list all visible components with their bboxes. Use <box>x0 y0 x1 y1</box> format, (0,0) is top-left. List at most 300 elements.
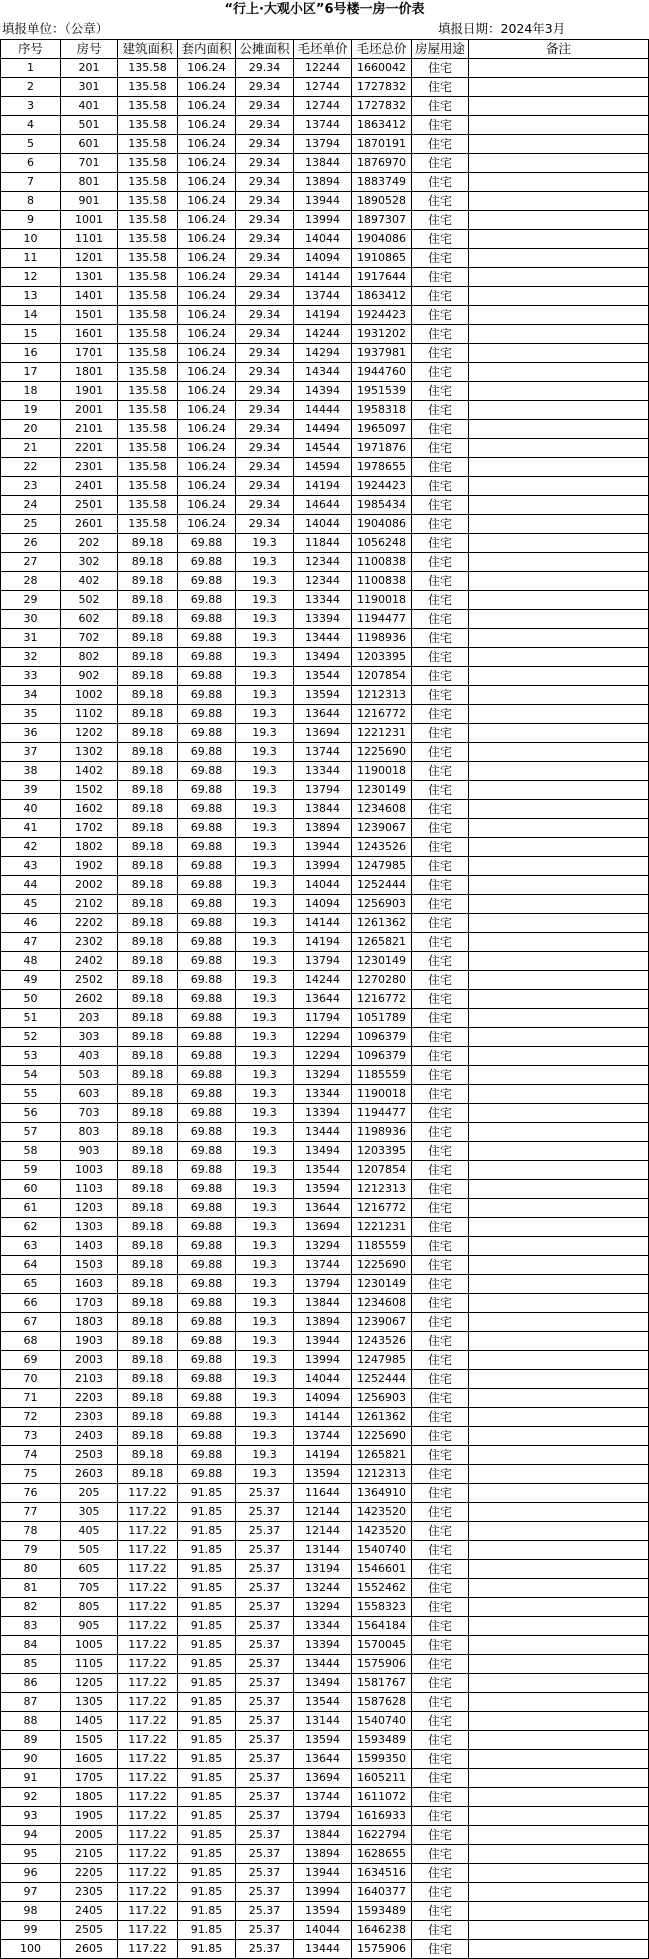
cell-seq: 53 <box>1 1047 61 1066</box>
cell-room: 201 <box>61 59 118 78</box>
cell-remarks <box>469 420 649 439</box>
cell-shared-area: 19.3 <box>236 1370 294 1389</box>
cell-unit-price: 13144 <box>294 1712 352 1731</box>
cell-remarks <box>469 154 649 173</box>
table-row <box>1 1218 649 1237</box>
cell-shared-area: 29.34 <box>236 439 294 458</box>
cell-building-area: 89.18 <box>118 705 178 724</box>
table-row <box>1 762 649 781</box>
table-row <box>1 1085 649 1104</box>
cell-room: 1403 <box>61 1237 118 1256</box>
cell-inner-area: 69.88 <box>178 705 236 724</box>
cell-building-area: 135.58 <box>118 230 178 249</box>
cell-seq: 20 <box>1 420 61 439</box>
table-row <box>1 553 649 572</box>
cell-total-price: 1605211 <box>352 1769 412 1788</box>
table-row <box>1 1180 649 1199</box>
cell-inner-area: 106.24 <box>178 249 236 268</box>
cell-usage: 住宅 <box>412 1693 469 1712</box>
cell-inner-area: 69.88 <box>178 1028 236 1047</box>
cell-inner-area: 91.85 <box>178 1522 236 1541</box>
cell-seq: 15 <box>1 325 61 344</box>
cell-total-price: 1252444 <box>352 1370 412 1389</box>
cell-seq: 90 <box>1 1750 61 1769</box>
cell-unit-price: 11844 <box>294 534 352 553</box>
cell-room: 503 <box>61 1066 118 1085</box>
table-row <box>1 401 649 420</box>
cell-inner-area: 69.88 <box>178 686 236 705</box>
cell-shared-area: 19.3 <box>236 553 294 572</box>
table-row <box>1 1788 649 1807</box>
cell-shared-area: 19.3 <box>236 895 294 914</box>
cell-unit-price: 14194 <box>294 306 352 325</box>
table-row <box>1 838 649 857</box>
cell-room: 1303 <box>61 1218 118 1237</box>
cell-remarks <box>469 1883 649 1902</box>
cell-usage: 住宅 <box>412 458 469 477</box>
cell-remarks <box>469 1579 649 1598</box>
cell-total-price: 1660042 <box>352 59 412 78</box>
cell-room: 2002 <box>61 876 118 895</box>
cell-unit-price: 13494 <box>294 1674 352 1693</box>
cell-room: 903 <box>61 1142 118 1161</box>
table-row <box>1 1009 649 1028</box>
cell-inner-area: 69.88 <box>178 610 236 629</box>
cell-usage: 住宅 <box>412 1541 469 1560</box>
cell-shared-area: 19.3 <box>236 990 294 1009</box>
cell-inner-area: 106.24 <box>178 287 236 306</box>
cell-room: 1101 <box>61 230 118 249</box>
cell-seq: 11 <box>1 249 61 268</box>
cell-usage: 住宅 <box>412 1503 469 1522</box>
cell-inner-area: 91.85 <box>178 1883 236 1902</box>
cell-inner-area: 69.88 <box>178 1294 236 1313</box>
cell-inner-area: 69.88 <box>178 857 236 876</box>
cell-total-price: 1727832 <box>352 97 412 116</box>
cell-building-area: 117.22 <box>118 1598 178 1617</box>
cell-seq: 34 <box>1 686 61 705</box>
cell-usage: 住宅 <box>412 1104 469 1123</box>
cell-inner-area: 69.88 <box>178 648 236 667</box>
cell-unit-price: 13144 <box>294 1541 352 1560</box>
cell-total-price: 1593489 <box>352 1731 412 1750</box>
cell-shared-area: 29.34 <box>236 192 294 211</box>
cell-inner-area: 69.88 <box>178 1408 236 1427</box>
cell-unit-price: 13644 <box>294 1750 352 1769</box>
cell-room: 202 <box>61 534 118 553</box>
cell-total-price: 1937981 <box>352 344 412 363</box>
cell-usage: 住宅 <box>412 1902 469 1921</box>
cell-shared-area: 19.3 <box>236 800 294 819</box>
cell-total-price: 1558323 <box>352 1598 412 1617</box>
cell-unit-price: 14494 <box>294 420 352 439</box>
cell-total-price: 1203395 <box>352 1142 412 1161</box>
cell-seq: 50 <box>1 990 61 1009</box>
cell-building-area: 89.18 <box>118 686 178 705</box>
cell-shared-area: 29.34 <box>236 325 294 344</box>
cell-building-area: 117.22 <box>118 1940 178 1959</box>
cell-inner-area: 91.85 <box>178 1921 236 1940</box>
cell-shared-area: 19.3 <box>236 876 294 895</box>
cell-room: 2202 <box>61 914 118 933</box>
cell-building-area: 89.18 <box>118 1313 178 1332</box>
cell-unit-price: 13444 <box>294 1940 352 1959</box>
cell-building-area: 135.58 <box>118 363 178 382</box>
cell-inner-area: 91.85 <box>178 1541 236 1560</box>
cell-inner-area: 69.88 <box>178 1123 236 1142</box>
cell-inner-area: 69.88 <box>178 1370 236 1389</box>
cell-unit-price: 13994 <box>294 857 352 876</box>
cell-total-price: 1256903 <box>352 895 412 914</box>
cell-inner-area: 106.24 <box>178 477 236 496</box>
cell-unit-price: 13344 <box>294 1617 352 1636</box>
cell-total-price: 1611072 <box>352 1788 412 1807</box>
cell-inner-area: 69.88 <box>178 1085 236 1104</box>
cell-room: 501 <box>61 116 118 135</box>
cell-usage: 住宅 <box>412 724 469 743</box>
cell-room: 2601 <box>61 515 118 534</box>
cell-usage: 住宅 <box>412 857 469 876</box>
cell-inner-area: 91.85 <box>178 1769 236 1788</box>
cell-shared-area: 19.3 <box>236 1294 294 1313</box>
table-row <box>1 990 649 1009</box>
cell-seq: 68 <box>1 1332 61 1351</box>
cell-usage: 住宅 <box>412 1009 469 1028</box>
cell-seq: 63 <box>1 1237 61 1256</box>
cell-inner-area: 106.24 <box>178 59 236 78</box>
table-row <box>1 1142 649 1161</box>
cell-room: 803 <box>61 1123 118 1142</box>
cell-building-area: 135.58 <box>118 325 178 344</box>
cell-seq: 3 <box>1 97 61 116</box>
cell-building-area: 89.18 <box>118 610 178 629</box>
cell-remarks <box>469 1541 649 1560</box>
cell-seq: 17 <box>1 363 61 382</box>
cell-unit-price: 14194 <box>294 933 352 952</box>
cell-building-area: 117.22 <box>118 1845 178 1864</box>
cell-room: 1501 <box>61 306 118 325</box>
cell-shared-area: 25.37 <box>236 1655 294 1674</box>
cell-inner-area: 69.88 <box>178 990 236 1009</box>
cell-inner-area: 91.85 <box>178 1560 236 1579</box>
cell-seq: 38 <box>1 762 61 781</box>
table-row <box>1 1066 649 1085</box>
cell-seq: 96 <box>1 1864 61 1883</box>
cell-shared-area: 19.3 <box>236 534 294 553</box>
cell-seq: 48 <box>1 952 61 971</box>
cell-building-area: 89.18 <box>118 667 178 686</box>
cell-shared-area: 25.37 <box>236 1921 294 1940</box>
cell-seq: 44 <box>1 876 61 895</box>
cell-remarks <box>469 1161 649 1180</box>
cell-usage: 住宅 <box>412 990 469 1009</box>
table-row <box>1 1712 649 1731</box>
cell-shared-area: 19.3 <box>236 1237 294 1256</box>
cell-building-area: 89.18 <box>118 572 178 591</box>
cell-unit-price: 13944 <box>294 1332 352 1351</box>
cell-total-price: 1056248 <box>352 534 412 553</box>
cell-seq: 2 <box>1 78 61 97</box>
cell-shared-area: 19.3 <box>236 1389 294 1408</box>
cell-inner-area: 106.24 <box>178 211 236 230</box>
cell-usage: 住宅 <box>412 591 469 610</box>
cell-remarks <box>469 1655 649 1674</box>
cell-remarks <box>469 230 649 249</box>
cell-remarks <box>469 1142 649 1161</box>
cell-remarks <box>469 78 649 97</box>
cell-seq: 76 <box>1 1484 61 1503</box>
cell-room: 502 <box>61 591 118 610</box>
table-row <box>1 1826 649 1845</box>
cell-building-area: 89.18 <box>118 1104 178 1123</box>
cell-room: 2503 <box>61 1446 118 1465</box>
cell-room: 801 <box>61 173 118 192</box>
table-row <box>1 192 649 211</box>
cell-usage: 住宅 <box>412 1712 469 1731</box>
cell-unit-price: 13294 <box>294 1237 352 1256</box>
table-row <box>1 1883 649 1902</box>
cell-room: 2401 <box>61 477 118 496</box>
table-row <box>1 648 649 667</box>
cell-remarks <box>469 1731 649 1750</box>
cell-shared-area: 25.37 <box>236 1807 294 1826</box>
cell-building-area: 89.18 <box>118 724 178 743</box>
cell-unit-price: 13644 <box>294 1199 352 1218</box>
cell-unit-price: 14644 <box>294 496 352 515</box>
cell-seq: 87 <box>1 1693 61 1712</box>
cell-inner-area: 69.88 <box>178 591 236 610</box>
cell-inner-area: 69.88 <box>178 572 236 591</box>
cell-room: 402 <box>61 572 118 591</box>
cell-building-area: 117.22 <box>118 1712 178 1731</box>
cell-usage: 住宅 <box>412 1408 469 1427</box>
cell-room: 1702 <box>61 819 118 838</box>
cell-room: 2605 <box>61 1940 118 1959</box>
cell-total-price: 1247985 <box>352 857 412 876</box>
cell-building-area: 117.22 <box>118 1807 178 1826</box>
cell-seq: 45 <box>1 895 61 914</box>
cell-room: 2603 <box>61 1465 118 1484</box>
cell-room: 701 <box>61 154 118 173</box>
cell-shared-area: 29.34 <box>236 230 294 249</box>
cell-total-price: 1216772 <box>352 705 412 724</box>
cell-unit-price: 13994 <box>294 1883 352 1902</box>
cell-building-area: 135.58 <box>118 515 178 534</box>
cell-unit-price: 13994 <box>294 211 352 230</box>
cell-building-area: 117.22 <box>118 1579 178 1598</box>
cell-total-price: 1270280 <box>352 971 412 990</box>
cell-inner-area: 91.85 <box>178 1598 236 1617</box>
cell-room: 1305 <box>61 1693 118 1712</box>
cell-building-area: 135.58 <box>118 135 178 154</box>
cell-remarks <box>469 1826 649 1845</box>
table-row <box>1 667 649 686</box>
table-row <box>1 1199 649 1218</box>
cell-inner-area: 69.88 <box>178 1161 236 1180</box>
cell-building-area: 89.18 <box>118 1199 178 1218</box>
cell-room: 1001 <box>61 211 118 230</box>
cell-building-area: 89.18 <box>118 1180 178 1199</box>
cell-remarks <box>469 857 649 876</box>
cell-inner-area: 106.24 <box>178 325 236 344</box>
cell-building-area: 89.18 <box>118 1370 178 1389</box>
cell-building-area: 89.18 <box>118 895 178 914</box>
table-row <box>1 1617 649 1636</box>
cell-building-area: 89.18 <box>118 1218 178 1237</box>
cell-room: 705 <box>61 1579 118 1598</box>
cell-room: 602 <box>61 610 118 629</box>
cell-building-area: 135.58 <box>118 154 178 173</box>
cell-remarks <box>469 496 649 515</box>
cell-unit-price: 13844 <box>294 800 352 819</box>
cell-inner-area: 69.88 <box>178 1047 236 1066</box>
cell-room: 1203 <box>61 1199 118 1218</box>
cell-unit-price: 13694 <box>294 1769 352 1788</box>
col-header-seq: 序号 <box>1 40 61 59</box>
sheet-title: “行上·大观小区”6号楼一房一价表 <box>224 2 425 17</box>
cell-building-area: 135.58 <box>118 97 178 116</box>
cell-room: 2103 <box>61 1370 118 1389</box>
cell-seq: 71 <box>1 1389 61 1408</box>
table-row <box>1 1161 649 1180</box>
cell-building-area: 117.22 <box>118 1693 178 1712</box>
cell-total-price: 1951539 <box>352 382 412 401</box>
cell-total-price: 1234608 <box>352 1294 412 1313</box>
cell-seq: 99 <box>1 1921 61 1940</box>
cell-usage: 住宅 <box>412 306 469 325</box>
cell-unit-price: 13944 <box>294 1864 352 1883</box>
cell-room: 802 <box>61 648 118 667</box>
cell-usage: 住宅 <box>412 1560 469 1579</box>
cell-inner-area: 91.85 <box>178 1484 236 1503</box>
col-header-room: 房号 <box>61 40 118 59</box>
cell-unit-price: 14044 <box>294 876 352 895</box>
cell-usage: 住宅 <box>412 1883 469 1902</box>
cell-remarks <box>469 629 649 648</box>
cell-shared-area: 19.3 <box>236 705 294 724</box>
table-row <box>1 534 649 553</box>
cell-total-price: 1587628 <box>352 1693 412 1712</box>
table-row <box>1 211 649 230</box>
cell-shared-area: 19.3 <box>236 1465 294 1484</box>
cell-building-area: 89.18 <box>118 1009 178 1028</box>
cell-room: 901 <box>61 192 118 211</box>
cell-remarks <box>469 1237 649 1256</box>
cell-remarks <box>469 1807 649 1826</box>
cell-inner-area: 106.24 <box>178 306 236 325</box>
cell-remarks <box>469 1009 649 1028</box>
cell-shared-area: 25.37 <box>236 1674 294 1693</box>
cell-building-area: 135.58 <box>118 458 178 477</box>
cell-usage: 住宅 <box>412 192 469 211</box>
cell-room: 1402 <box>61 762 118 781</box>
cell-unit-price: 13594 <box>294 1180 352 1199</box>
cell-remarks <box>469 610 649 629</box>
cell-usage: 住宅 <box>412 1085 469 1104</box>
cell-usage: 住宅 <box>412 933 469 952</box>
table-row <box>1 819 649 838</box>
cell-usage: 住宅 <box>412 344 469 363</box>
cell-total-price: 1727832 <box>352 78 412 97</box>
cell-remarks <box>469 1636 649 1655</box>
cell-room: 902 <box>61 667 118 686</box>
cell-building-area: 135.58 <box>118 439 178 458</box>
cell-total-price: 1096379 <box>352 1028 412 1047</box>
cell-usage: 住宅 <box>412 1370 469 1389</box>
cell-shared-area: 19.3 <box>236 1066 294 1085</box>
cell-remarks <box>469 534 649 553</box>
cell-usage: 住宅 <box>412 743 469 762</box>
cell-seq: 97 <box>1 1883 61 1902</box>
cell-usage: 住宅 <box>412 1275 469 1294</box>
cell-building-area: 117.22 <box>118 1826 178 1845</box>
table-row <box>1 78 649 97</box>
cell-usage: 住宅 <box>412 420 469 439</box>
cell-usage: 住宅 <box>412 1047 469 1066</box>
cell-inner-area: 106.24 <box>178 496 236 515</box>
cell-inner-area: 91.85 <box>178 1750 236 1769</box>
cell-shared-area: 19.3 <box>236 610 294 629</box>
cell-unit-price: 13394 <box>294 1104 352 1123</box>
cell-usage: 住宅 <box>412 952 469 971</box>
cell-shared-area: 29.34 <box>236 97 294 116</box>
cell-total-price: 1890528 <box>352 192 412 211</box>
cell-inner-area: 106.24 <box>178 230 236 249</box>
cell-inner-area: 69.88 <box>178 971 236 990</box>
cell-unit-price: 13544 <box>294 667 352 686</box>
cell-shared-area: 19.3 <box>236 971 294 990</box>
cell-seq: 19 <box>1 401 61 420</box>
cell-seq: 29 <box>1 591 61 610</box>
table-row <box>1 857 649 876</box>
cell-shared-area: 25.37 <box>236 1940 294 1959</box>
cell-remarks <box>469 135 649 154</box>
cell-total-price: 1216772 <box>352 990 412 1009</box>
table-row <box>1 287 649 306</box>
cell-remarks <box>469 458 649 477</box>
cell-total-price: 1575906 <box>352 1655 412 1674</box>
col-header-inner-area: 套内面积 <box>178 40 236 59</box>
cell-building-area: 89.18 <box>118 1465 178 1484</box>
table-row <box>1 1237 649 1256</box>
cell-usage: 住宅 <box>412 1826 469 1845</box>
cell-room: 1605 <box>61 1750 118 1769</box>
cell-inner-area: 91.85 <box>178 1712 236 1731</box>
cell-shared-area: 19.3 <box>236 1427 294 1446</box>
cell-remarks <box>469 249 649 268</box>
table-row <box>1 1332 649 1351</box>
cell-building-area: 135.58 <box>118 211 178 230</box>
cell-inner-area: 91.85 <box>178 1636 236 1655</box>
cell-unit-price: 13844 <box>294 1294 352 1313</box>
cell-building-area: 135.58 <box>118 420 178 439</box>
cell-total-price: 1261362 <box>352 914 412 933</box>
cell-building-area: 89.18 <box>118 1275 178 1294</box>
cell-remarks <box>469 1769 649 1788</box>
cell-unit-price: 13494 <box>294 648 352 667</box>
cell-inner-area: 106.24 <box>178 78 236 97</box>
cell-remarks <box>469 800 649 819</box>
cell-total-price: 1622794 <box>352 1826 412 1845</box>
cell-inner-area: 106.24 <box>178 173 236 192</box>
cell-usage: 住宅 <box>412 838 469 857</box>
cell-unit-price: 13894 <box>294 1845 352 1864</box>
cell-shared-area: 29.34 <box>236 268 294 287</box>
cell-unit-price: 13694 <box>294 1218 352 1237</box>
cell-unit-price: 13544 <box>294 1161 352 1180</box>
cell-shared-area: 19.3 <box>236 1028 294 1047</box>
table-row <box>1 1028 649 1047</box>
